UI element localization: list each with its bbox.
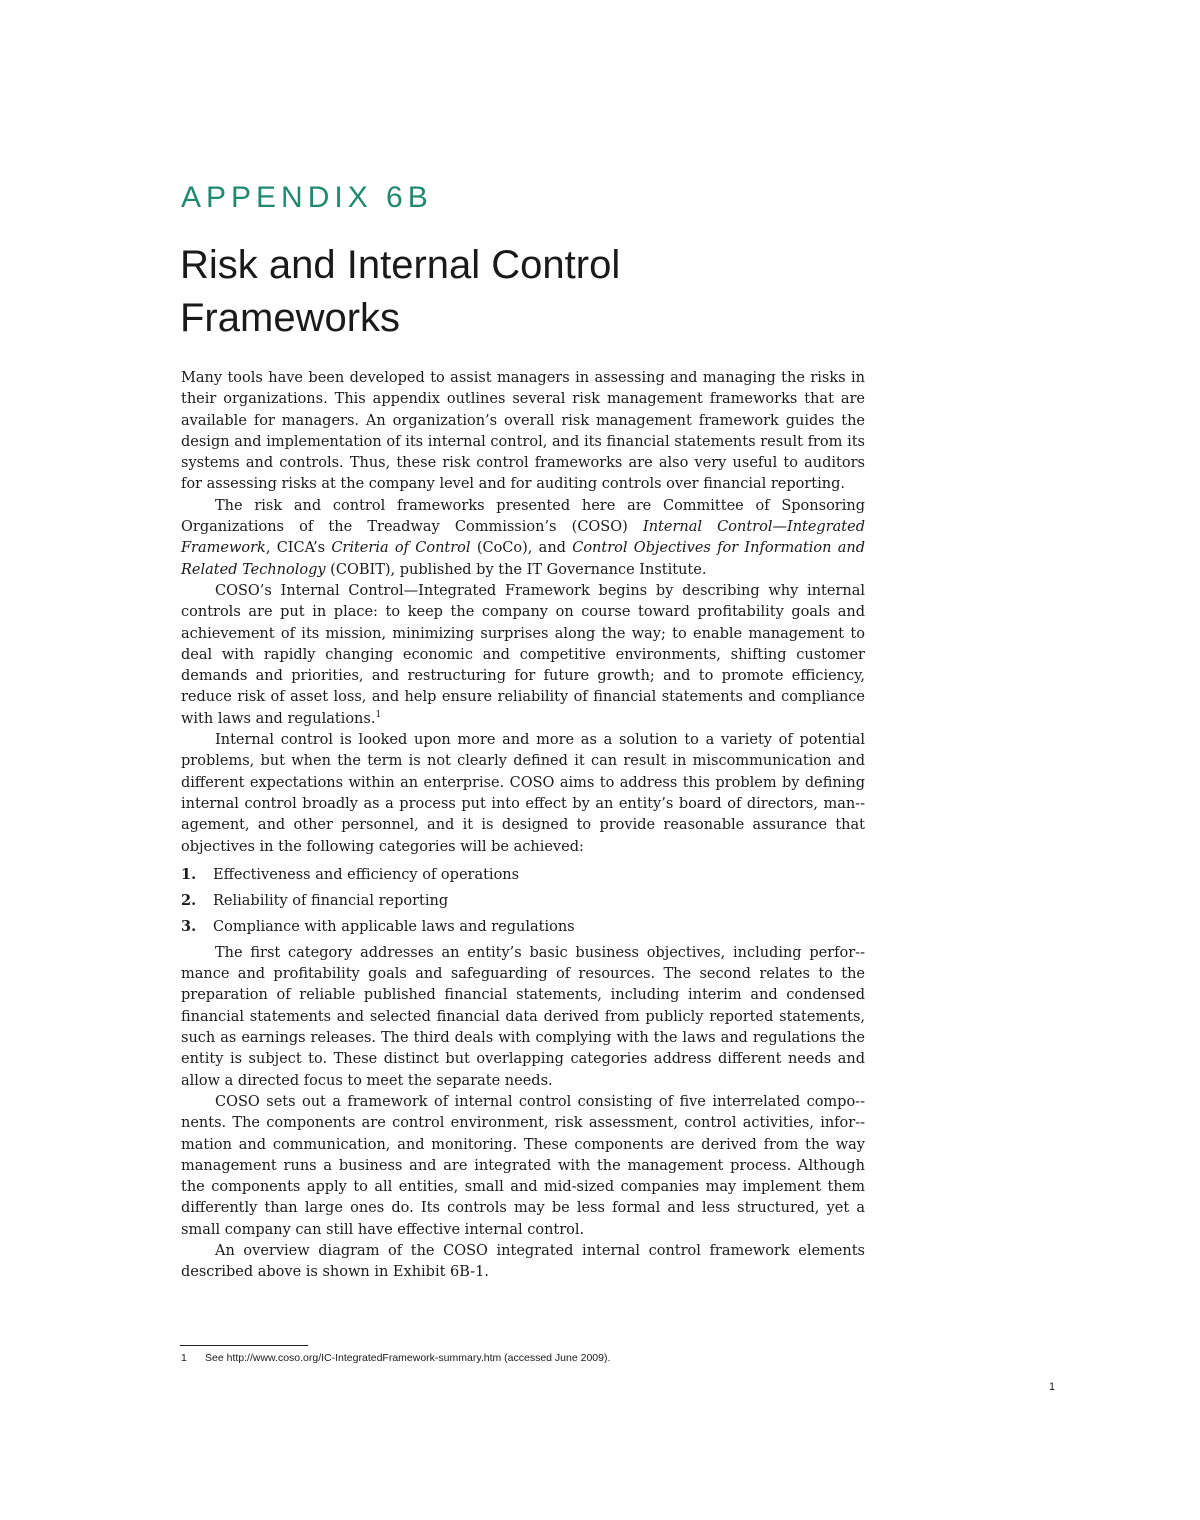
paragraph-frameworks-text-4: (COBIT), published by the IT Governance Institute. [325,561,707,578]
page-title [180,239,870,345]
footnote-text: See http://www.coso.org/IC-IntegratedFramework-summary.htm (accessed June 2009). [205,1352,611,1364]
list-item [181,888,865,914]
footnote [181,1351,610,1365]
objective-categories-list [181,862,865,940]
footnote-reference: 1 [375,709,382,720]
paragraph-frameworks-text-2: , CICA’s [265,540,332,557]
title-criteria-of-control: Criteria of Control [331,540,471,557]
title-cobit: Control Objectives for Information and Related Technology [181,540,866,578]
paragraph-exhibit-reference: An overview diagram of the COSO integrated internal control framework elements described above is shown in Exhibit 6B-1. [181,1242,865,1281]
paragraph-frameworks [181,496,865,581]
paragraph-frameworks-text-1: The risk and control frameworks presented here are Committee of Sponsoring Organizations of the Treadway Commission’s (COSO) [181,497,865,536]
page-number: 1 [1049,1381,1056,1393]
list-item [181,914,865,940]
title-line-1: Risk and Internal Control [180,243,621,287]
paragraph-categories-explained: The first category addresses an entity’s basic business objectives, including perfor-mance and profitability goals and safeguarding of resources. The second relates to the preparation of reliable published financial statements, including interim and condensed financial statements and selected financial data derived from publicly reported statements, such as earnings releases. The third deals with complying with the laws and regulations the entity is subject to. These distinct but overlapping categories address different needs and allow a directed focus to meet the separate needs. [181,944,865,1089]
appendix-label: APPENDIX 6B [181,181,433,214]
list-item-text: Reliability of financial reporting [213,892,449,909]
title-coso-framework: Internal Control—Integrated Framework [181,519,865,557]
list-item-number: 1. [181,865,197,883]
list-item-number: 3. [181,917,197,935]
paragraph-frameworks-text-3: (CoCo), and [470,540,573,557]
paragraph-intro: Many tools have been developed to assist managers in assessing and managing the risks in their organizations. This appendix outlines several risk management frameworks that are available for managers. An organization’s overall risk management framework guides the design and implementation of its internal control, and its financial statements result from its systems and controls. Thus, these risk control frameworks are also very useful to auditors for assessing risks at the company level and for auditing controls over financial reporting. [181,370,865,493]
paragraph-coso-purpose [181,581,865,730]
paragraph-components: COSO sets out a framework of internal control consisting of five interrelated compo-nents. The components are control environment, risk assessment, control activities, infor-mation and communication, and monitoring. These components are derived from the way management runs a business and are integrated with the management process. Although the components apply to all entities, small and mid-sized companies may implement them differently than large ones do. Its controls may be less formal and less structured, yet a small company can still have effective internal control. [181,1093,865,1238]
paragraph-coso-purpose-text: COSO’s Internal Control—Integrated Framework begins by describing why internal controls are put in place: to keep the company on course toward profitability goals and achievement of its mission, minimizing surprises along the way; to enable management to deal with rapidly changing economic and competitive environments, shifting customer demands and priorities, and restructuring for future growth; and to promote efficiency, reduce risk of asset loss, and help ensure reliability of financial statements and compliance with laws and regulations. [181,582,865,727]
title-line-2: Frameworks [180,296,401,340]
footnote-number: 1 [181,1352,187,1364]
paragraph-internal-control-definition: Internal control is looked upon more and more as a solution to a variety of potential problems, but when the term is not clearly defined it can result in miscommunication and different expectations within an enterprise. COSO aims to address this problem by defining internal control broadly as a process put into effect by an entity’s board of directors, man-agement, and other personnel, and it is designed to provide reasonable assurance that objectives in the following categories will be achieved: [181,732,865,855]
list-item-text: Compliance with applicable laws and regulations [213,918,575,935]
list-item [181,862,865,888]
footnote-divider [180,1345,308,1346]
body-text [181,368,865,1284]
list-item-number: 2. [181,891,197,909]
list-item-text: Effectiveness and efficiency of operations [213,866,520,883]
